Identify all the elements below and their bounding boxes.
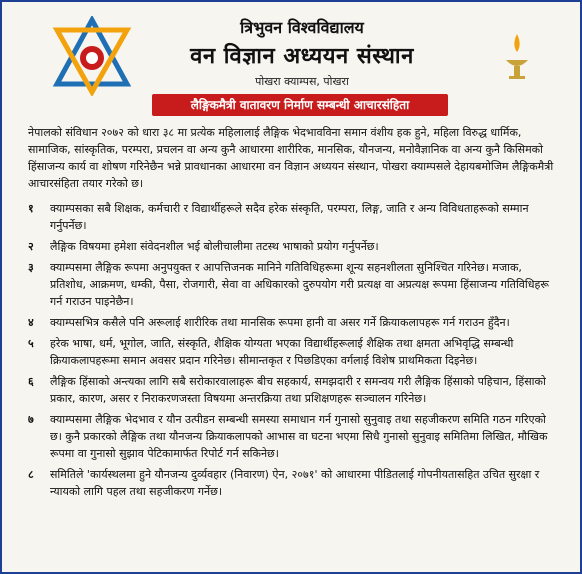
rule-item [28, 373, 558, 407]
rule-text: समितिले 'कार्यस्थलमा हुने यौनजन्य दुर्व्यवहार (निवारण) ऐन, २०७१' को आधारमा पीडितलाई गोपनीयतासहित उचित सुरक्षा र न्यायको लागि पहल तथा सहजीकरण गर्नेछ। [50, 468, 540, 498]
rule-number: ५ [28, 337, 34, 350]
rule-text: हरेक भाषा, धर्म, भूगोल, जाति, संस्कृति, शैक्षिक योग्यता भएका विद्यार्थीहरूलाई शैक्षिक तथा क्षमता अभिवृद्धि सम्बन्धी क्रियाकलापहरूमा समान अवसर प्रदान गरिनेछ। सीमान्तकृत र पिछडिएका वर्गलाई विशेष प्राथमिकता दिइनेछ। [50, 337, 514, 367]
rule-item [28, 259, 558, 310]
rule-item [28, 238, 558, 255]
rule-number: ८ [28, 468, 34, 481]
rule-number: ७ [28, 413, 34, 426]
rule-text: क्याम्पसका सबै शिक्षक, कर्मचारी र विद्यार्थीहरूले सदैव हरेक संस्कृति, परम्परा, लिङ्ग, जाति र अन्य विविधताहरूको सम्मान गर्नुपर्नेछ। [50, 202, 529, 232]
campus-name: पोखरा क्याम्पस, पोखरा [255, 75, 349, 88]
rule-number: १ [28, 202, 34, 215]
oil-lamp-icon [502, 30, 532, 80]
rule-number: ४ [28, 316, 34, 329]
rule-item [28, 314, 558, 331]
title-block [152, 10, 452, 89]
header [2, 2, 580, 122]
university-name: त्रिभुवन विश्वविद्यालय [240, 18, 364, 37]
rule-number: ६ [28, 375, 34, 388]
rule-text: क्याम्पसमा लैङ्गिक भेदभाव र यौन उत्पीडन सम्बन्धी समस्या समाधान गर्न गुनासो सुनुवाइ तथा सहजीकरण समिति गठन गरिएको छ। कुनै प्रकारको लैङ्गिक तथा यौनजन्य क्रियाकलापको आभास वा घटना भएमा सिधै गुनासो सुनुवाइ समितिमा लिखित, मौखिक रूपमा वा गुनासो सुझाव पेटिकामार्फत रिपोर्ट गर्न सकिनेछ। [50, 413, 548, 460]
rule-text: क्याम्पसभित्र कसैले पनि अरूलाई शारीरिक तथा मानसिक रूपमा हानी वा असर गर्ने क्रियाकलापहरू गर्न गराउन हुँदैन। [50, 316, 510, 329]
institute-name: वन विज्ञान अध्ययन संस्थान [190, 43, 414, 69]
rule-number: २ [28, 240, 34, 253]
rules-list [28, 200, 558, 504]
rule-item [28, 335, 558, 369]
rule-item [28, 466, 558, 500]
title-banner: लैङ्गिकमैत्री वातावरण निर्माण सम्बन्धी आचारसंहिता [152, 94, 448, 116]
intro-paragraph: नेपालको संविधान २०७२ को धारा ३८ मा प्रत्येक महिलालाई लैङ्गिक भेदभावविना समान वंशीय हक हुने, महिला विरुद्ध धार्मिक, सामाजिक, सांस्कृतिक, परम्परा, प्रचलन वा अन्य कुनै आधारमा शारीरिक, मानसिक, यौनजन्य, मनोवैज्ञानिक वा अन्य कुनै किसिमको हिंसाजन्य कार्य वा शोषण गरिनेछैन भन्ने प्रावधानका आधारमा वन विज्ञान अध्ययन संस्थान, पोखरा क्याम्पसले देहायबमोजिम लैङ्गिकमैत्री आचारसंहिता तयार गरेको छ। [28, 126, 554, 190]
rule-item [28, 411, 558, 462]
rule-item [28, 200, 558, 234]
university-emblem-icon [52, 16, 132, 96]
rule-text: क्याम्पसमा लैङ्गिक रूपमा अनुपयुक्त र आपत्तिजनक मानिने गतिविधिहरूमा शून्य सहनशीलता सुनिश्चित गरिनेछ। मजाक, प्रतिशोध, आक्रमण, धम्की, पैसा, रोजगारी, सेवा वा अधिकारको दुरुपयोग गरी प्रत्यक्ष वा अप्रत्यक्ष रूपमा हिंसाजन्य गतिविधिहरू गर्न गराउन पाइनेछैन। [50, 261, 549, 308]
rule-text: लैङ्गिक हिंसाको अन्त्यका लागि सबै सरोकारवालाहरू बीच सहकार्य, समझदारी र समन्वय गरी लैङ्गिक हिंसाको पहिचान, हिंसाको प्रकार, कारण, असर र निराकरणजस्ता विषयमा अन्तरक्रिया तथा प्रशिक्षणहरू सञ्चालन गरिनेछ। [50, 375, 546, 405]
rule-text: लैङ्गिक विषयमा हमेशा संवेदनशील भई बोलीचालीमा तटस्थ भाषाको प्रयोग गर्नुपर्नेछ। [50, 240, 379, 253]
rule-number: ३ [28, 261, 34, 274]
